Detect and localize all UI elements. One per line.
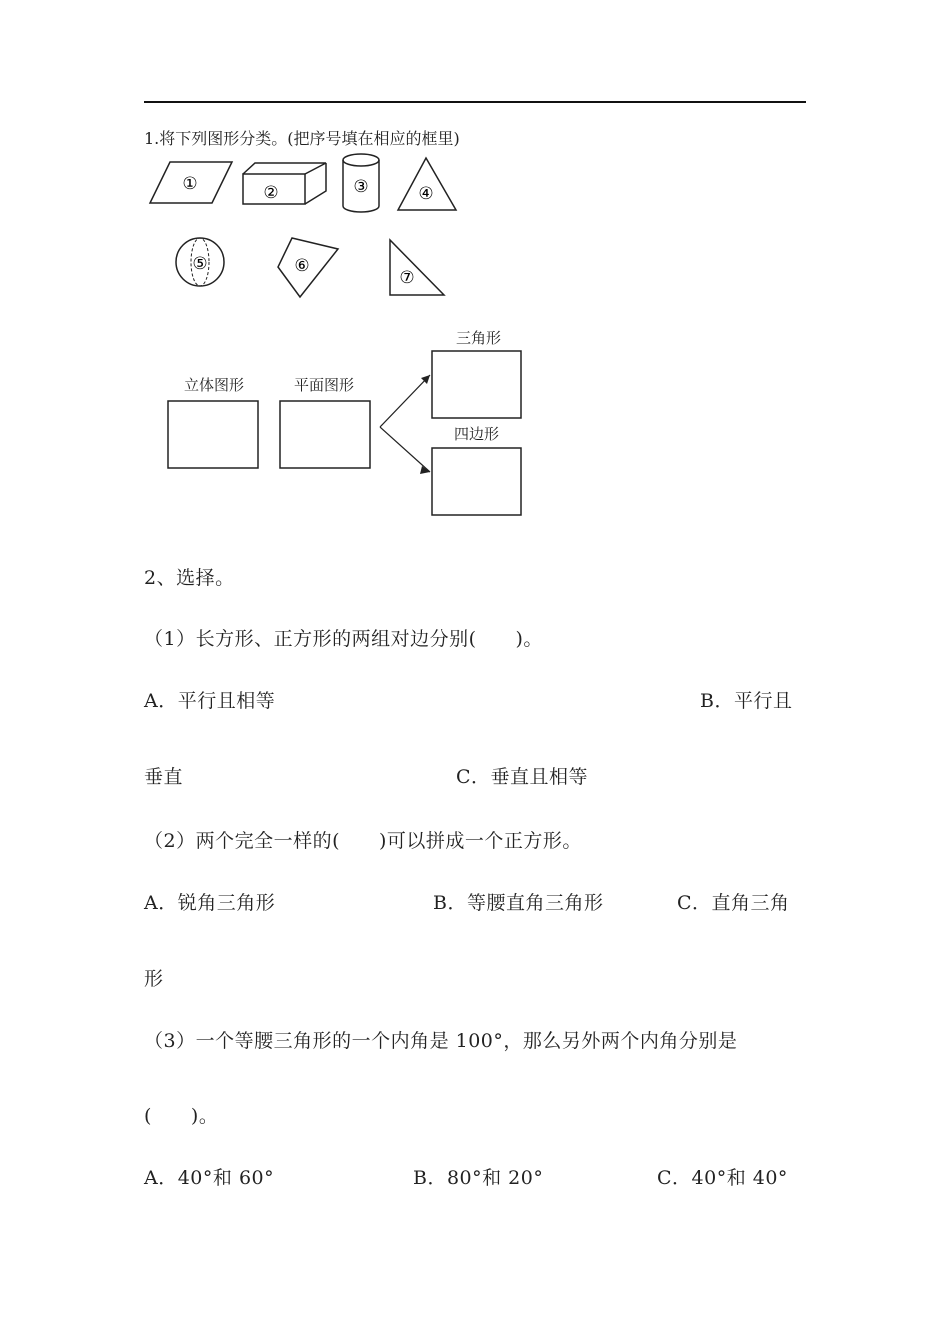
shape-4-triangle — [398, 158, 456, 210]
shape-4-label: ④ — [418, 184, 434, 204]
q2-2-option-b: B．等腰直角三角形 — [433, 892, 604, 914]
shape-2-cuboid — [243, 163, 326, 204]
q2-1-option-b: B．平行且 — [700, 690, 793, 712]
quadrilateral-box — [432, 448, 521, 515]
shape-5-sphere — [176, 238, 224, 286]
q2-3-option-c: C．40°和 40° — [657, 1167, 788, 1189]
q2-2-stem: （2）两个完全一样的( )可以拼成一个正方形。 — [144, 830, 582, 852]
shape-2-label: ② — [263, 183, 279, 203]
shape-6-quadrilateral — [278, 238, 338, 297]
shape-classification-figure — [140, 150, 560, 530]
q2-2-option-c-cont: 形 — [144, 968, 164, 990]
q2-2-option-a: A．锐角三角形 — [144, 892, 276, 914]
plane-figures-label: 平面图形 — [294, 376, 355, 394]
q2-3-option-a: A．40°和 60° — [144, 1167, 275, 1189]
q2-2-option-c: C．直角三角 — [677, 892, 790, 914]
shape-3-label: ③ — [353, 177, 369, 197]
shape-6-label: ⑥ — [294, 256, 310, 276]
q2-3-stem: （3）一个等腰三角形的一个内角是 100°，那么另外两个内角分别是 — [144, 1030, 738, 1052]
question-2-heading: 2、选择。 — [144, 567, 235, 589]
header-rule — [144, 101, 806, 103]
shape-1-parallelogram — [150, 162, 232, 203]
shape-7-right-triangle — [390, 240, 444, 295]
quadrilateral-label: 四边形 — [454, 425, 500, 443]
shape-7-label: ⑦ — [399, 268, 415, 288]
q2-1-option-c: C．垂直且相等 — [456, 766, 589, 788]
shape-3-cylinder — [343, 154, 379, 212]
q2-3-stem-cont: ( )。 — [144, 1105, 219, 1127]
triangle-label: 三角形 — [456, 329, 502, 347]
arrow-to-triangle — [380, 375, 430, 427]
q2-1-stem: （1）长方形、正方形的两组对边分别( )。 — [144, 628, 543, 650]
shape-1-label: ① — [182, 174, 198, 194]
question-1-prompt: 1.将下列图形分类。(把序号填在相应的框里) — [144, 129, 460, 148]
plane-figures-box — [280, 401, 370, 468]
q2-1-option-b-cont: 垂直 — [144, 766, 184, 788]
solid-figures-label: 立体图形 — [184, 376, 245, 394]
triangle-box — [432, 351, 521, 418]
shape-5-label: ⑤ — [192, 254, 208, 274]
solid-figures-box — [168, 401, 258, 468]
q2-1-option-a: A．平行且相等 — [144, 690, 276, 712]
q2-3-option-b: B．80°和 20° — [413, 1167, 544, 1189]
arrow-to-quadrilateral — [380, 427, 430, 472]
